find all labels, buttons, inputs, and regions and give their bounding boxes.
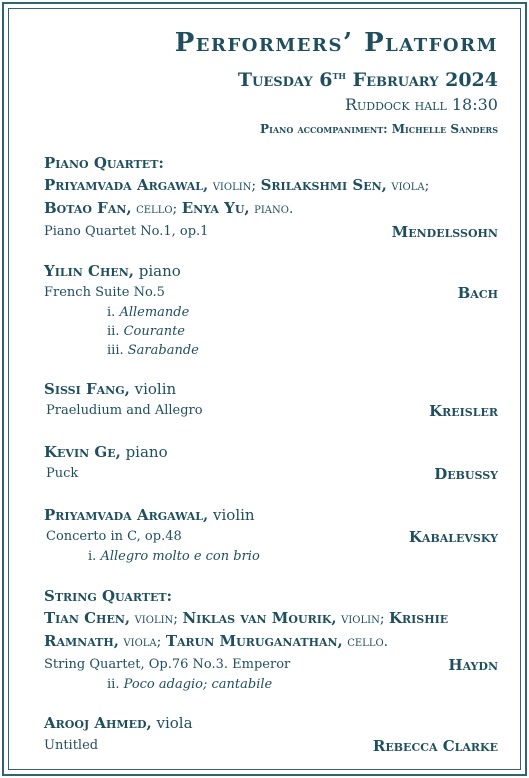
performer-line: Priyamvada Argawal, violin; Srilakshmi Sen, viola; <box>44 176 430 194</box>
piece-row <box>44 736 498 756</box>
performer-line: Tian Chen, violin; Niklas van Mourik, violin; Krishie <box>44 609 449 627</box>
piece-row <box>44 283 498 303</box>
programme-item <box>44 378 498 421</box>
movement: iii. Sarabande <box>107 343 199 358</box>
event-date <box>44 64 498 92</box>
composer: Haydn <box>448 656 498 674</box>
piece-row <box>44 655 498 675</box>
performer-line: Botao Fan, cello; Enya Yu, piano. <box>44 199 294 217</box>
programme-item <box>44 441 498 484</box>
piece-title: Praeludium and Allegro <box>46 403 203 418</box>
performer-line: Yilin Chen, piano <box>44 262 181 280</box>
composer: Kabalevsky <box>408 528 498 546</box>
programme <box>44 0 498 778</box>
performer-line: Sissi Fang, violin <box>44 380 177 398</box>
performer-line: Arooj Ahmed, viola <box>44 714 193 732</box>
programme-item <box>44 712 498 756</box>
piece-title: Piano Quartet No.1, op.1 <box>44 224 209 239</box>
ensemble-heading: String Quartet: <box>44 587 173 605</box>
composer: Kreisler <box>429 402 498 420</box>
programme-item <box>44 504 498 566</box>
piece-title: Concerto in C, op.48 <box>46 529 182 544</box>
programme-header <box>44 28 498 138</box>
programme-item <box>44 260 498 360</box>
date-month-year: February 2024 <box>345 69 498 91</box>
movement: ii. Poco adagio; cantabile <box>107 677 273 692</box>
piece-row <box>44 464 498 484</box>
piece-title: French Suite No.5 <box>44 285 165 300</box>
composer: Mendelssohn <box>391 223 498 241</box>
piece-title: Puck <box>46 466 79 481</box>
date-day: Tuesday 6 <box>237 69 333 91</box>
movement: i. Allegro molto e con brio <box>88 549 260 564</box>
piece-title: String Quartet, Op.76 No.3. Emperor <box>44 657 291 672</box>
event-venue: Ruddock hall 18:30 <box>344 95 498 114</box>
performer-line: Priyamvada Argawal, violin <box>44 506 255 524</box>
piece-row <box>44 527 498 547</box>
composer: Bach <box>457 284 498 302</box>
piece-row <box>44 222 498 242</box>
ensemble-heading: Piano Quartet: <box>44 154 164 172</box>
composer: Rebecca Clarke <box>372 737 498 755</box>
accompanist: Piano accompaniment: Michelle Sanders <box>260 122 498 136</box>
performer-line: Kevin Ge, piano <box>44 443 168 461</box>
piece-title: Untitled <box>44 738 99 753</box>
programme-item <box>44 152 498 242</box>
piece-row <box>44 401 498 421</box>
programme-item <box>44 585 498 694</box>
composer: Debussy <box>434 465 498 483</box>
programme-title: Performers’ Platform <box>174 28 498 58</box>
movement: i. Allemande <box>107 305 190 320</box>
performer-line: Ramnath, viola; Tarun Muruganathan, cello. <box>44 632 389 650</box>
date-suffix: th <box>332 69 346 82</box>
movement: ii. Courante <box>107 324 185 339</box>
